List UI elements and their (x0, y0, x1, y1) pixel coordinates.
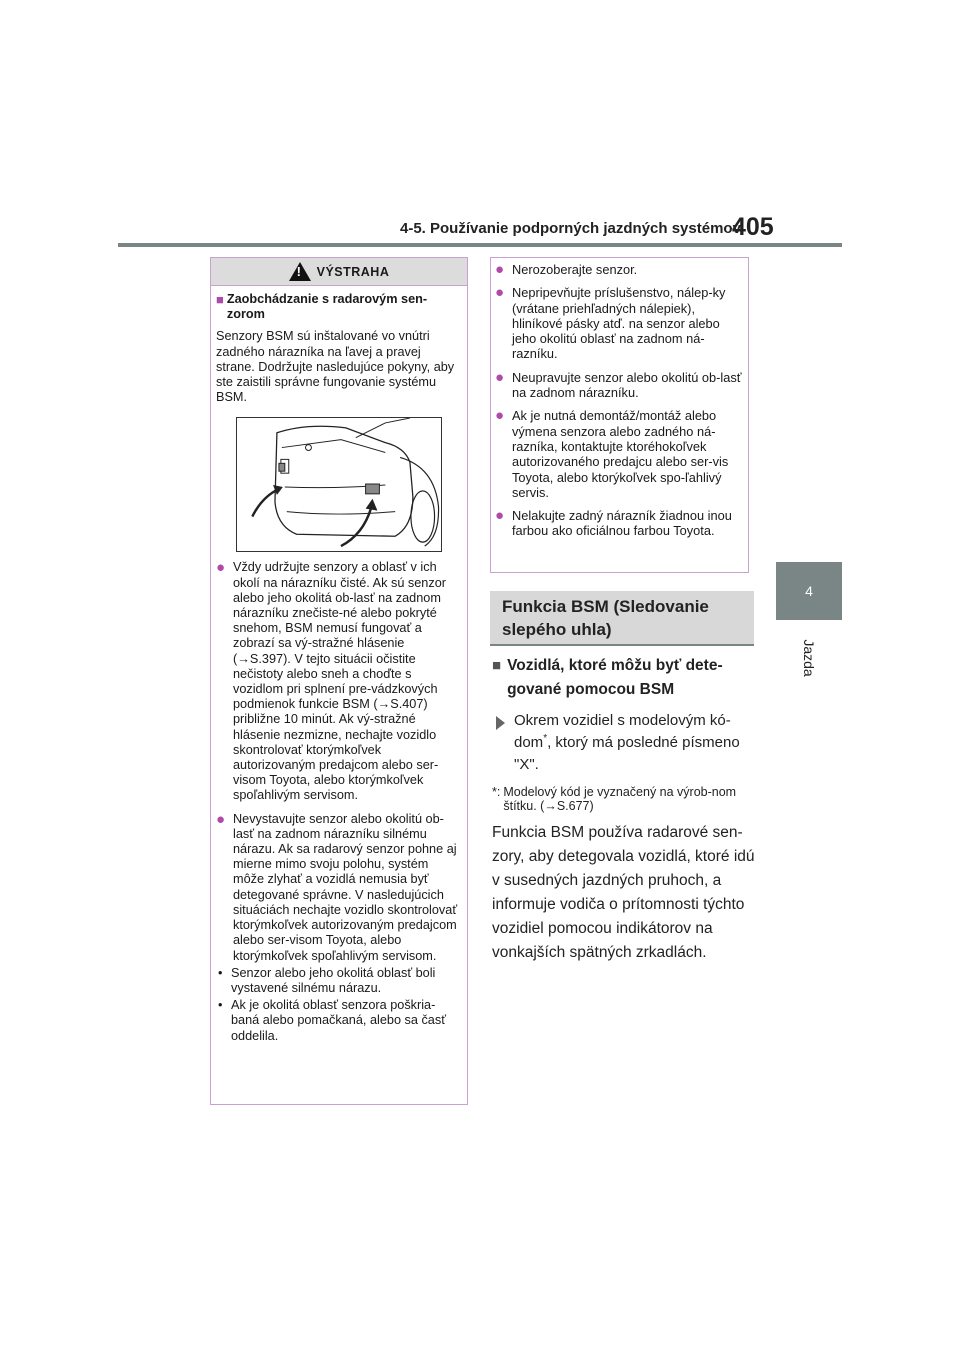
page-header (0, 0, 960, 250)
section-title: 4-5. Používanie podporných jazdných systémov (400, 220, 741, 237)
warning-bullet (216, 560, 462, 803)
subheading (492, 654, 756, 702)
warning-bullet-text: Vždy udržujte senzory a oblasť v ich okolí na nárazníku čisté. Ak sú senzor alebo jeho okolitá ob-lasť na zadnom nárazníku znečiste-né alebo pokryté snehom, BSM nemusí fungovať a zobrazí sa vý-stražné hlásenie (→S.397). V tejto situácii očistite nečistoty alebo sneh a choďte s vozidlom pri splnení pre-vádzkových podmienok funkcie BSM (→S.407) približne 10 minút. Ak vý-stražné hlásenie nezmizne, nechajte vozidlo skontrolovať ktorýmkoľvek autorizovaným predajcom alebo ser-visom Toyota, alebo ktorýmkoľvek spoľahlivým servisom. (233, 560, 446, 803)
bullet-dot-icon: ● (495, 407, 505, 425)
header-rule (118, 243, 842, 247)
bullet-dot-icon: ● (216, 559, 226, 577)
bullet-dot-icon: ● (495, 368, 505, 386)
footnote-text: Modelový kód je vyznačený na výrob-nom štítku. (→S.677) (503, 785, 737, 813)
warning-bullet (216, 812, 462, 964)
footnote (492, 785, 756, 813)
list-item: ● Ak je nutná demontáž/montáž alebo výmena senzora alebo zadného ná-razníka, kontaktujte ktoréhokoľvek autorizovaného predajcu alebo ser-vis Toyota, alebo ktorýkoľvek spo-ľahlivý servis. (495, 407, 729, 500)
square-marker-icon: ■ (216, 292, 224, 307)
bullet-dot-icon: ● (495, 507, 505, 525)
warning-box (210, 257, 468, 1105)
body-paragraph: Funkcia BSM používa radarové sen-zory, aby detegovala vozidlá, ktoré idú v susedných jazdných pruhoch, a informuje vodiča o prítomnosti týchto vozidiel pomocou indikátorov na vonkajších spätných zrkadlách. (492, 824, 755, 961)
main-content (492, 654, 756, 965)
warning-title: VÝSTRAHA (316, 264, 390, 279)
square-marker-icon: ■ (492, 657, 502, 674)
subheading-text: Vozidlá, ktoré môžu byť dete-gované pomocou BSM (507, 657, 723, 698)
warning-sub-bullet: • Senzor alebo jeho okolitá oblasť boli vystavené silnému nárazu. (218, 965, 436, 995)
warning-bullet-text: Nevystavujte senzor alebo okolitú ob-lasť na zadnom nárazníku silnému nárazu. Ak sa radarový senzor pohne aj mierne mimo svoju polohu, systém môže zlyhať a vozidlá nemusia byť detegované správne. V nasledujúcich situáciách nechajte vozidlo skontrolovať ktorýmkoľvek autorizovaným predajcom alebo ser-visom Toyota, alebo ktorýmkoľvek spoľahlivým servisom. (233, 811, 458, 963)
page-number: 405 (732, 213, 774, 241)
list-item: ● Nerozoberajte senzor. (495, 261, 638, 278)
warning-triangle-icon (289, 262, 311, 281)
list-item: ● Nelakujte zadný nárazník žiadnou inou farbou ako oficiálnou farbou Toyota. (495, 507, 732, 539)
section-heading: Funkcia BSM (Sledovanie slepého uhla) (490, 591, 754, 646)
warning-subtitle-text: Zaobchádzanie s radarovým sen-zorom (226, 292, 428, 322)
rear-bumper-sensor-illustration (236, 417, 442, 552)
warning-subtitle (216, 292, 462, 322)
bullet-dot-icon: ● (495, 284, 505, 302)
chapter-tab[interactable]: 4 (776, 562, 842, 620)
warning-continued-box (490, 257, 749, 573)
warning-sub-bullet: • Ak je okolitá oblasť senzora poškria-baná alebo pomačkaná, alebo sa časť oddelila. (218, 998, 446, 1043)
list-item: Okrem vozidiel s modelovým kó-dom*, ktorý má posledné písmeno "X". (492, 710, 756, 776)
list-item: ● Nepripevňujte príslušenstvo, nálep-ky (vrátane priehľadných nálepiek), hliníkové pásky atď. na senzor alebo jeho okolitú oblasť na zadnom ná-razníku. (495, 284, 726, 362)
footnote-mark: *: (492, 785, 501, 799)
triangle-arrow-icon (496, 716, 508, 730)
bullet-dot-icon: ● (495, 261, 505, 278)
bullet-dot-icon: ● (216, 810, 226, 828)
chapter-label: Jazda (801, 639, 817, 677)
warning-intro: Senzory BSM sú inštalované vo vnútri zadného nárazníka na ľavej a pravej strane. Dodržujte nasledujúce pokyny, aby ste zaistili správne fungovanie systému BSM. (216, 329, 455, 405)
list-item: ● Neupravujte senzor alebo okolitú ob-lasť na zadnom nárazníku. (495, 368, 742, 401)
warning-header (211, 258, 467, 286)
